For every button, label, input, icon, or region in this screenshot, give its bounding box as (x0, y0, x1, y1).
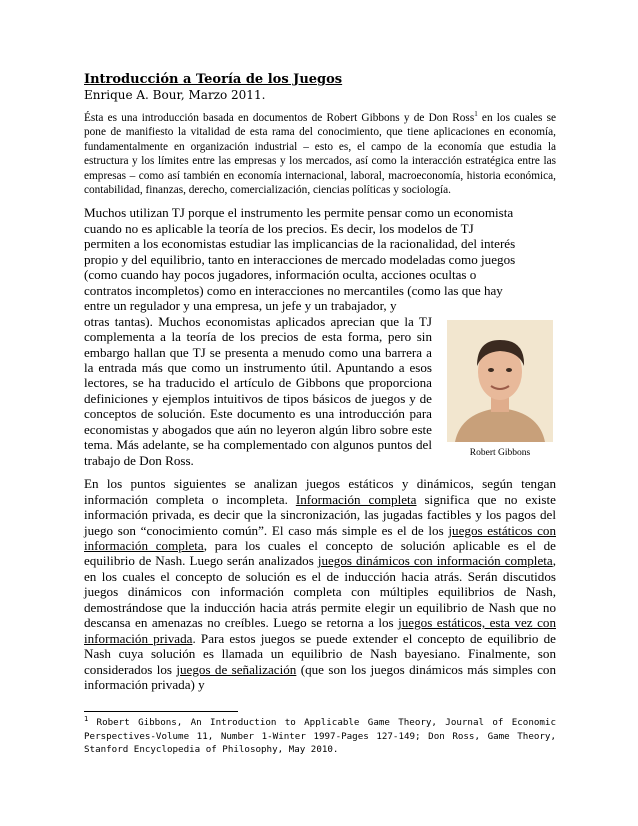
paragraph-2 (84, 205, 556, 468)
document-page (84, 72, 556, 700)
robert-gibbons-photo (447, 320, 553, 442)
paragraph-2-line: cuando no es aplicable la teoría de los precios. Es decir, los modelos de TJ (84, 220, 474, 236)
photo-caption: Robert Gibbons (469, 447, 531, 458)
paragraph-3-text: significa que no existe información privada, es decir que la sincronización, las jugadas factibles y los pagos del juego son “conocimiento común”. El caso más simple es el de los (84, 491, 556, 538)
paragraph-2-line: propio y del equilibrio, tanto en interacciones de mercado modeladas como juegos (84, 251, 516, 267)
intro-paragraph (84, 111, 556, 197)
footnote-divider (84, 711, 238, 712)
paragraph-2-wrapped-text: otras tantas). Muchos economistas aplicados aprecian que la TJ complementa a la teoría de los precios de esta forma, pero sin embargo hallan que TJ se presenta a menudo como una barrera a la entrada más que como un instrumento útil. Apuntando a esos lectores, se ha traducido el artículo de Gibbons que proporciona definiciones y ejemplos intuitivos de tipos básicos de juegos y de conceptos de solución. Este documento es una introducción para economistas y abogados que aún no leyeron algún libro sobre este tema. Más adelante, se ha complementado con algunos puntos del trabajo de Don Ross. (84, 313, 432, 468)
paragraph-2-line: Muchos utilizan TJ porque el instrumento les permite pensar como un economista (84, 205, 514, 221)
footnote (84, 716, 556, 757)
term-informacion-completa: Información completa (295, 491, 417, 507)
paragraph-2-line: (como cuando hay pocos jugadores, información oculta, acciones ocultas o (84, 267, 477, 283)
paragraph-3 (84, 476, 556, 692)
paragraph-3-text: (que son los juegos dinámicos más simples con información privada) y (84, 661, 557, 693)
term-juegos-estaticos-info-privada: juegos estáticos, esta vez con información privada (84, 615, 556, 646)
paragraph-3-text: , para los cuales el concepto de solución aplicable es el de equilibrio de Nash. Luego serán analizados (84, 537, 556, 569)
paragraph-2-line: permiten a los economistas estudiar las implicancias de la racionalidad, del interés (84, 236, 516, 252)
photo-figure (444, 316, 556, 464)
term-juegos-dinamicos-info-completa: juegos dinámicos con información completa (317, 553, 553, 569)
footnote-ref[interactable]: 1 (474, 110, 478, 119)
intro-text-b: en los cuales se pone de manifiesto la vitalidad de esta rama del conocimiento, que tiene aplicaciones en economía, fundamentalmente en organización industrial – esto es, el campo de la economía que estudia la estructura y los límites entre las empresas y los mercados, así como la interacción estratégica entre las empresas – como así también en economía internacional, laboral, macroeconomía, historia económica, contabilidad, finanzas, derecho, comercialización, ciencias políticas y sociología. (84, 112, 556, 197)
intro-text-a: Ésta es una introducción basada en documentos de Robert Gibbons y de Don Ross (84, 112, 475, 124)
paragraph-3-text: , en los cuales el concepto de solución es el de inducción hacia atrás. Serán discutidos juegos dinámicos con información completa con múltiples equilibrios de Nash, demostrándose que la inducción hacia atrás permite elegir un equilibrio de Nash que no descansa en amenazas no creíbles. Luego se retorna a los (84, 553, 556, 631)
term-juegos-senalizacion: juegos de señalización (176, 661, 297, 677)
term-juegos-estaticos-info-completa: juegos estáticos con información completa (84, 522, 556, 553)
document-title: Introducción a Teoría de los Juegos (84, 72, 343, 87)
paragraph-3-text: En los puntos siguientes se analizan juegos estáticos y dinámicos, según tengan información completa o incompleta. (84, 476, 556, 507)
document-byline: Enrique A. Bour, Marzo 2011. (84, 88, 266, 102)
paragraph-3-text: . Para estos juegos se puede extender el concepto de equilibrio de Nash cuya solución es llamada un equilibrio de Nash bayesiano. Finalmente, son considerados los (84, 630, 556, 677)
paragraph-2-line: contratos incompletos) como en interacciones no mercantiles (como las que hay (84, 282, 503, 298)
paragraph-2-line: entre un regulador y una empresa, un jefe y un trabajador, y (84, 298, 397, 314)
footnote-text: Robert Gibbons, An Introduction to Applicable Game Theory, Journal of Economic Perspectives-Volume 11, Number 1-Winter 1997-Pages 127-149; Don Ross, Game Theory, Stanford Encyclopedia of Philosophy, May 2010. (84, 717, 556, 755)
footnote-mark: 1 (84, 714, 89, 723)
